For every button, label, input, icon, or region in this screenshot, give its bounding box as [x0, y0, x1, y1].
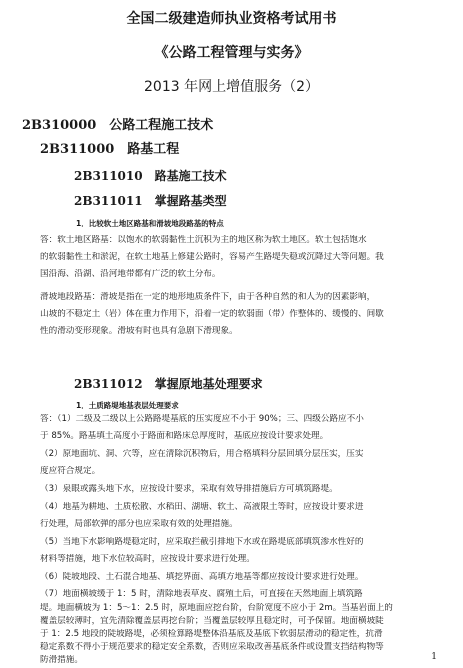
book-title: 《公路工程管理与实务》 — [154, 45, 309, 61]
book-series-title: 全国二级建造师执业资格考试用书 — [126, 11, 337, 27]
paragraph-line: 覆盖层较薄时，宜先清除覆盖层再挖台阶；当覆盖层较厚且稳定时，可予保留。地面横坡陡 — [40, 616, 384, 626]
paragraph-line: 度应符合规定。 — [40, 466, 101, 476]
paragraph-line: 行处理，局部软弹的部分也应采取有效的处理措施。 — [40, 519, 238, 529]
paragraph-line: 于 85%。路基填土高度小于路面和路床总厚度时，基底应按设计要求处理。 — [40, 431, 329, 441]
heading-2B311011: 2B311011 掌握路基类型 — [74, 194, 227, 208]
page-number: 1 — [431, 652, 437, 662]
question-heading-1: 1．比较软土地区路基和滑坡地段路基的特点 — [76, 219, 224, 228]
service-title: 2013 年网上增值服务（2） — [144, 79, 319, 95]
paragraph-line: （2）原地面坑、洞、穴等，应在清除沉积物后，用合格填料分层回填分层压实，压实 — [40, 449, 364, 459]
paragraph-line: 防滑措施。 — [40, 655, 83, 665]
paragraph-line: 材料等措施，地下水位较高时，应按设计要求进行处理。 — [40, 554, 255, 564]
heading-2B311010: 2B311010 路基施工技术 — [74, 169, 227, 183]
paragraph-line: 山坡的不稳定土（岩）体在重力作用下，沿着一定的软弱面（带）作整体的、缓慢的、间歇 — [40, 309, 384, 319]
paragraph-line: 性的滑动变形现象。滑坡有时也具有急剧下滑现象。 — [40, 326, 238, 336]
paragraph-line: （4）地基为耕地、土质松散、水稻田、湖塘、软土、高液限土等时，应按设计要求进 — [40, 502, 364, 512]
heading-2B311000: 2B311000 路基工程 — [40, 142, 180, 157]
paragraph-line: 堤。地面横坡为 1：5～1：2.5 时，原地面应挖台阶，台阶宽度不应小于 2m。当基岩面上的 — [40, 603, 393, 613]
heading-2B311012: 2B311012 掌握原地基处理要求 — [74, 377, 263, 391]
paragraph-line: 的软弱黏性土和淤泥，在软土地基上修建公路时，容易产生路堤失稳或沉降过大等问题。我 — [40, 252, 384, 262]
paragraph-line: 稳定系数不得小于规范要求的稳定安全系数，否则应采取改善基底条件或设置支挡结构物等 — [40, 642, 384, 652]
question-heading-2: 1．土质路堤地基表层处理要求 — [76, 401, 179, 410]
paragraph-line: 答：（1）二级及二级以上公路路堤基底的压实度应不小于 90%；三、四级公路应不小 — [40, 414, 364, 424]
heading-2B310000: 2B310000 公路工程施工技术 — [22, 118, 214, 133]
paragraph-line: （6）陡坡地段、土石混合地基、填挖界面、高填方地基等都应按设计要求进行处理。 — [40, 572, 364, 582]
paragraph-line: （3）泉眼或露头地下水，应按设计要求，采取有效导排措施后方可填筑路堤。 — [40, 484, 338, 494]
paragraph-line: 国沿海、沿湖、沿河地带都有广泛的软土分布。 — [40, 269, 221, 279]
paragraph-line: 答：软土地区路基：以饱水的软弱黏性土沉积为主的地区称为软土地区。软土包括饱水 — [40, 235, 367, 245]
paragraph-line: （5）当地下水影响路堤稳定时，应采取拦截引排地下水或在路堤底部填筑渗水性好的 — [40, 537, 364, 547]
paragraph-line: （7）地面横坡缓于 1：5 时，清除地表草皮、腐殖土后，可直接在天然地面上填筑路 — [40, 589, 363, 599]
paragraph-line: 于 1：2.5 地段的陡坡路堤，必须检算路堤整体沿基底及基底下软弱层滑动的稳定性，抗滑 — [40, 629, 383, 639]
paragraph-line: 滑坡地段路基：滑坡是指在一定的地形地质条件下，由于各种自然的和人为的因素影响， — [40, 292, 376, 302]
